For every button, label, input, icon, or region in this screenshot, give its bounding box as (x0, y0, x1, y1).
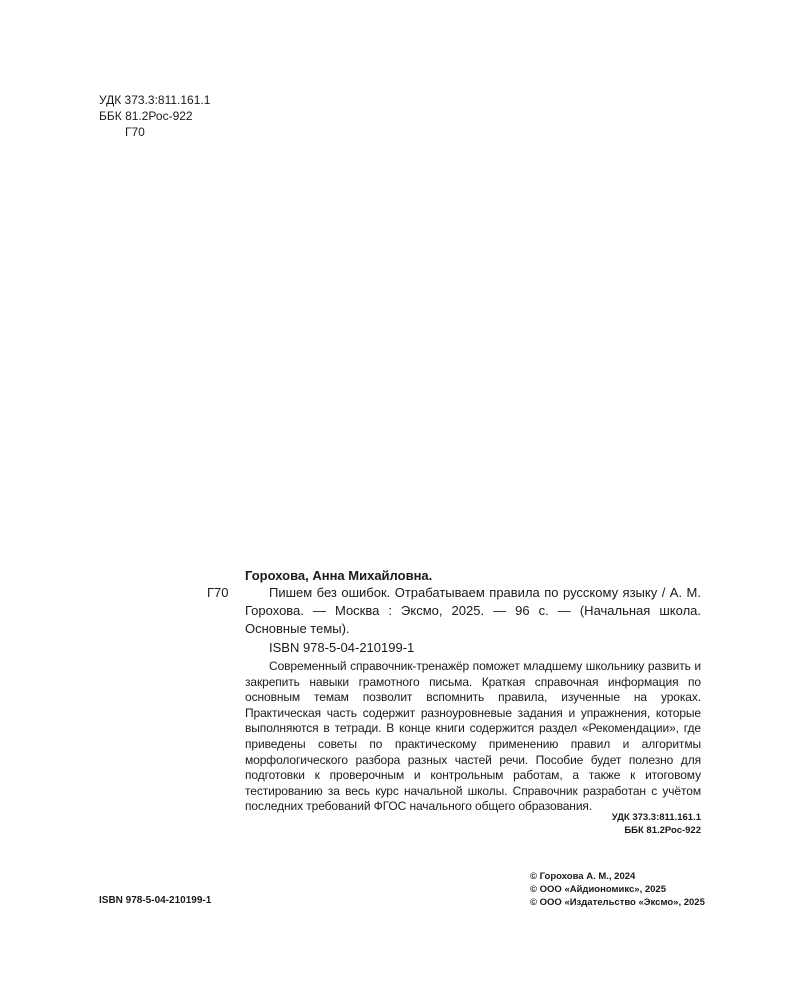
author-cipher: Г70 (125, 125, 145, 139)
bbk-code: ББК 81.2Рос-922 (99, 109, 193, 123)
bibliographic-description: Пишем без ошибок. Отрабатываем правила по русскому языку / А. М. Горохова. — Москва : Эксмо, 2025. — 96 с. — (Начальная школа. Основные темы). (245, 585, 701, 636)
bbk-code-bottom: ББК 81.2Рос-922 (624, 825, 701, 836)
annotation: Современный справочник-тренажёр поможет младшему школьнику развить и закрепить навыки грамотного письма. Краткая справочная информация по основным темам позволит вспомнить правила, изученные на уроках. Практическая часть содержит разноуровневые задания и упражнения, которые выполняются в тетради. В конце книги содержится раздел «Рекомендации», где приведены советы по практическому применению правил и алгоритмы морфологического разбора разных частей речи. Пособие будет полезно для подготовки к проверочным и контрольным работам, а также к итоговому тестированию за весь курс начальной школы. Справочник разработан с учётом последних требований ФГОС начального общего образования. (245, 659, 701, 814)
classification-codes-bottom (560, 811, 701, 837)
copyright-line: © ООО «Издательство «Эксмо», 2025 (530, 897, 705, 908)
udk-code-bottom: УДК 373.3:811.161.1 (611, 812, 701, 823)
isbn-bottom: ISBN 978-5-04-210199-1 (99, 895, 212, 906)
author-heading: Горохова, Анна Михайловна. (245, 568, 433, 583)
record-cipher: Г70 (207, 585, 229, 600)
copyright-line: © ООО «Айдиономикс», 2025 (530, 884, 666, 895)
udk-code: УДК 373.3:811.161.1 (99, 93, 211, 107)
classification-codes-top (99, 92, 210, 140)
record-isbn: ISBN 978-5-04-210199-1 (269, 640, 415, 655)
copyright-line: © Горохова А. М., 2024 (530, 871, 636, 882)
copyright-block (530, 870, 705, 909)
